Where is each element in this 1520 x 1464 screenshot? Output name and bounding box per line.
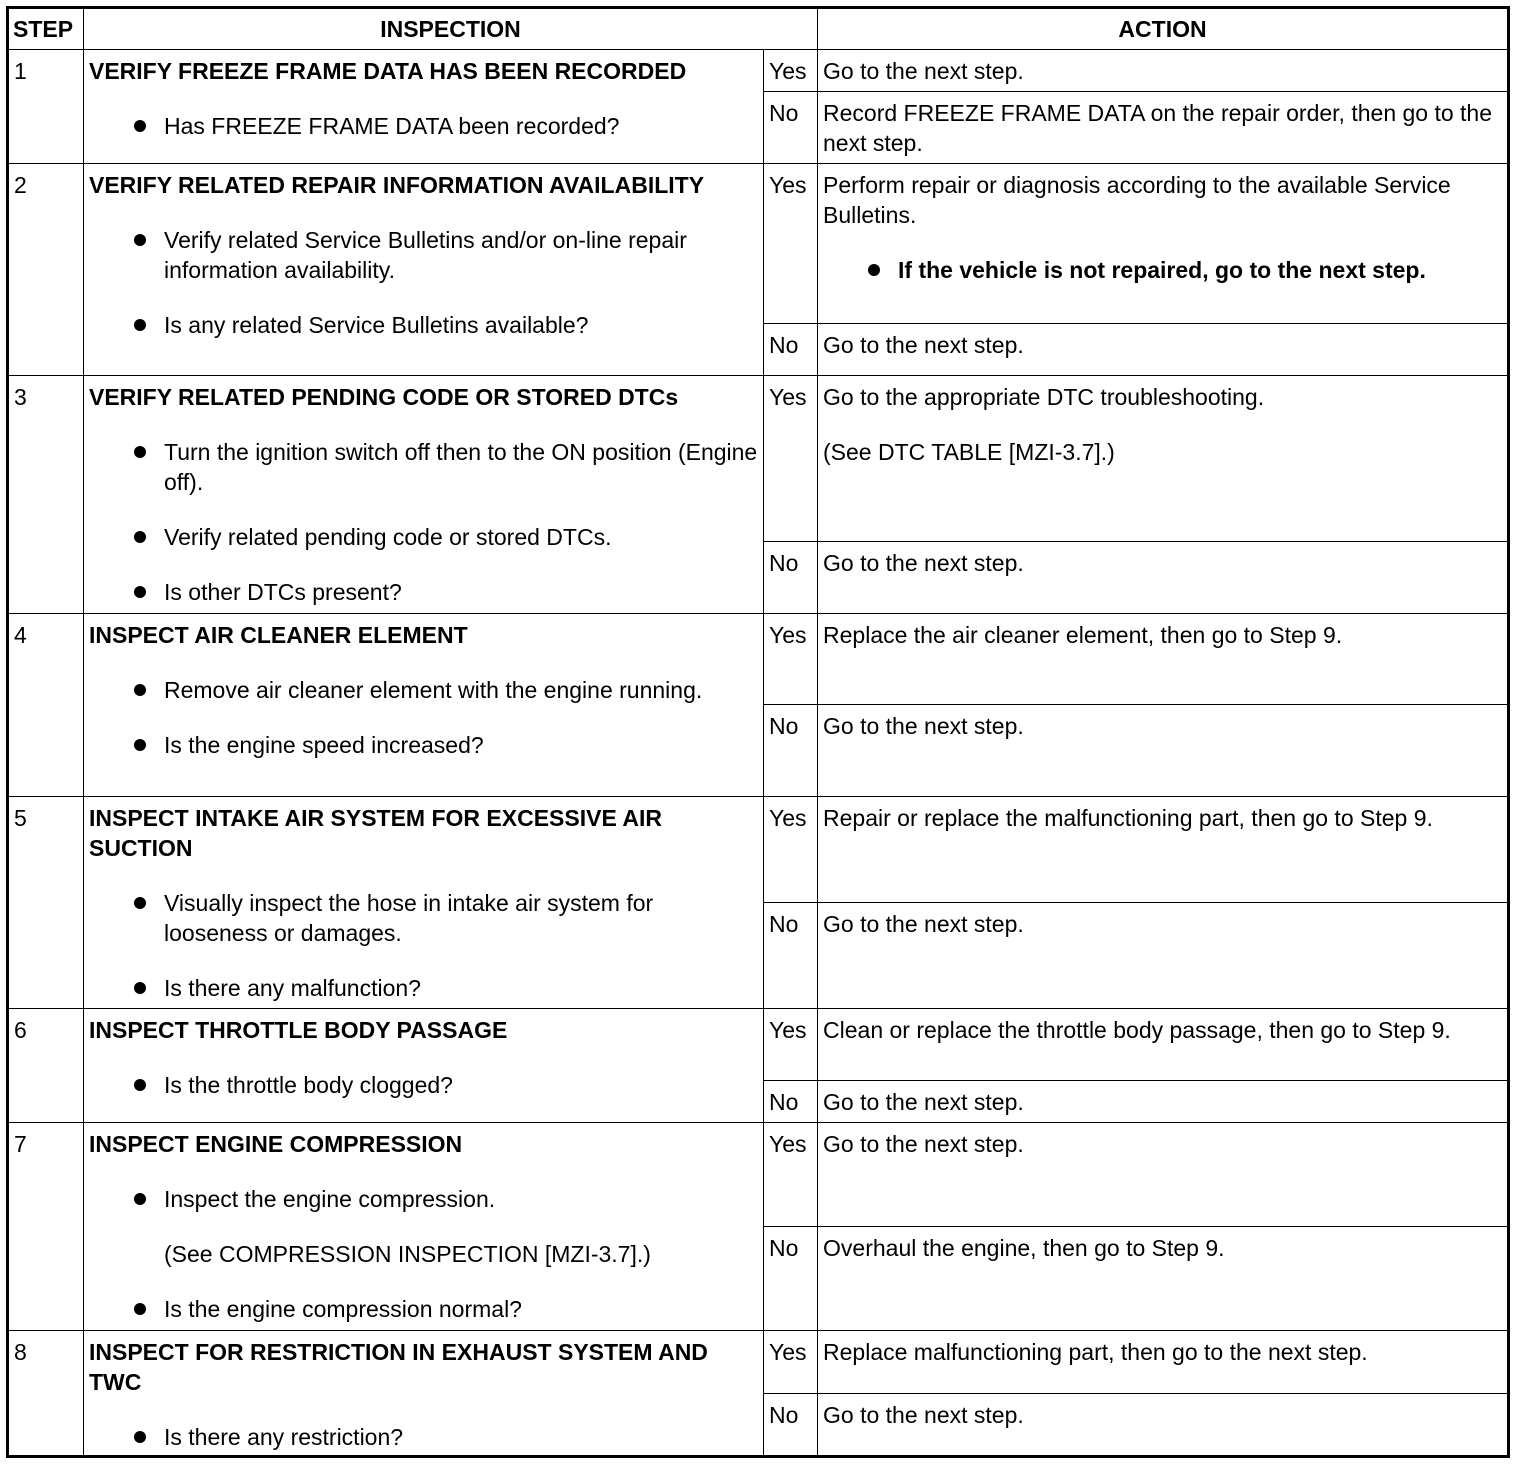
yes-label: Yes [764,164,818,324]
step-number: 1 [8,50,84,164]
inspection-cell [84,50,764,164]
inspection-item: Is any related Service Bulletins available? [89,310,758,340]
step-title: INSPECT INTAKE AIR SYSTEM FOR EXCESSIVE AIR SUCTION [89,805,662,861]
no-action: Go to the next step. [818,1081,1509,1123]
no-action: Overhaul the engine, then go to Step 9. [818,1227,1509,1331]
yes-label: Yes [764,376,818,542]
table-row [8,50,1509,92]
yes-label: Yes [764,614,818,705]
step-number: 8 [8,1331,84,1457]
no-label: No [764,542,818,614]
inspection-item: Remove air cleaner element with the engine running. [89,675,758,705]
inspection-item: Has FREEZE FRAME DATA been recorded? [89,111,758,141]
no-action: Go to the next step. [818,903,1509,1009]
inspection-item: Is the engine speed increased? [89,730,758,760]
no-action: Go to the next step. [818,542,1509,614]
header-step: STEP [8,8,84,50]
yes-action: Repair or replace the malfunctioning part, then go to Step 9. [818,797,1509,903]
table-row [8,614,1509,705]
header-inspection: INSPECTION [84,8,818,50]
inspection-cell [84,1123,764,1331]
yes-label: Yes [764,1009,818,1081]
no-label: No [764,1081,818,1123]
yes-action: Go to the appropriate DTC troubleshooting. [823,384,1265,410]
yes-label: Yes [764,797,818,903]
step-number: 2 [8,164,84,376]
inspection-item: Is the engine compression normal? [89,1294,758,1324]
no-label: No [764,92,818,164]
step-title: VERIFY RELATED REPAIR INFORMATION AVAILABILITY [89,172,705,198]
yes-label: Yes [764,1331,818,1394]
step-title: VERIFY RELATED PENDING CODE OR STORED DTCs [89,384,679,410]
header-row [8,8,1509,50]
yes-action: Clean or replace the throttle body passage, then go to Step 9. [818,1009,1509,1081]
yes-action-bullet: If the vehicle is not repaired, go to the next step. [823,255,1502,285]
step-title: INSPECT ENGINE COMPRESSION [89,1131,463,1157]
yes-label: Yes [764,50,818,92]
no-label: No [764,705,818,797]
yes-action: Replace the air cleaner element, then go to Step 9. [818,614,1509,705]
table-row [8,1009,1509,1081]
inspection-item: Is there any malfunction? [89,973,758,1003]
inspection-cell [84,164,764,376]
step-number: 4 [8,614,84,797]
step-title: INSPECT FOR RESTRICTION IN EXHAUST SYSTEM AND TWC [89,1339,708,1395]
inspection-item: Is the throttle body clogged? [89,1070,758,1100]
header-action: ACTION [818,8,1509,50]
table-row [8,1331,1509,1394]
yes-action-note: (See DTC TABLE [MZI-3.7].) [823,439,1115,465]
no-label: No [764,903,818,1009]
step-title: VERIFY FREEZE FRAME DATA HAS BEEN RECORDED [89,58,687,84]
no-action: Go to the next step. [818,1394,1509,1457]
table-row [8,376,1509,542]
inspection-item: Verify related pending code or stored DTCs. [89,522,758,552]
yes-action-cell [818,376,1509,542]
step-number: 5 [8,797,84,1009]
step-title: INSPECT THROTTLE BODY PASSAGE [89,1017,508,1043]
table-row [8,164,1509,324]
inspection-cell [84,797,764,1009]
diagnostic-table [6,6,1510,1458]
yes-action: Go to the next step. [818,50,1509,92]
inspection-item: Turn the ignition switch off then to the ON position (Engine off). [89,437,758,497]
inspection-item: Is other DTCs present? [89,577,758,607]
no-label: No [764,1227,818,1331]
step-number: 6 [8,1009,84,1123]
step-title: INSPECT AIR CLEANER ELEMENT [89,622,468,648]
table-row [8,797,1509,903]
inspection-cell [84,614,764,797]
inspection-item: Is there any restriction? [89,1422,758,1452]
inspection-cell [84,1331,764,1457]
no-action: Go to the next step. [818,324,1509,376]
inspection-cell [84,1009,764,1123]
no-label: No [764,1394,818,1457]
table-row [8,1123,1509,1227]
inspection-item: Verify related Service Bulletins and/or on-line repair information availability. [89,225,758,285]
step-number: 3 [8,376,84,614]
yes-label: Yes [764,1123,818,1227]
inspection-item: Inspect the engine compression. [89,1184,758,1214]
inspection-item: Visually inspect the hose in intake air system for looseness or damages. [89,888,758,948]
inspection-cell [84,376,764,614]
inspection-note: (See COMPRESSION INSPECTION [MZI-3.7].) [164,1241,651,1267]
yes-action: Replace malfunctioning part, then go to the next step. [818,1331,1509,1394]
yes-action: Perform repair or diagnosis according to the available Service Bulletins. [823,172,1451,228]
no-label: No [764,324,818,376]
yes-action-cell [818,164,1509,324]
step-number: 7 [8,1123,84,1331]
no-action: Go to the next step. [818,705,1509,797]
no-action: Record FREEZE FRAME DATA on the repair order, then go to the next step. [818,92,1509,164]
yes-action: Go to the next step. [818,1123,1509,1227]
